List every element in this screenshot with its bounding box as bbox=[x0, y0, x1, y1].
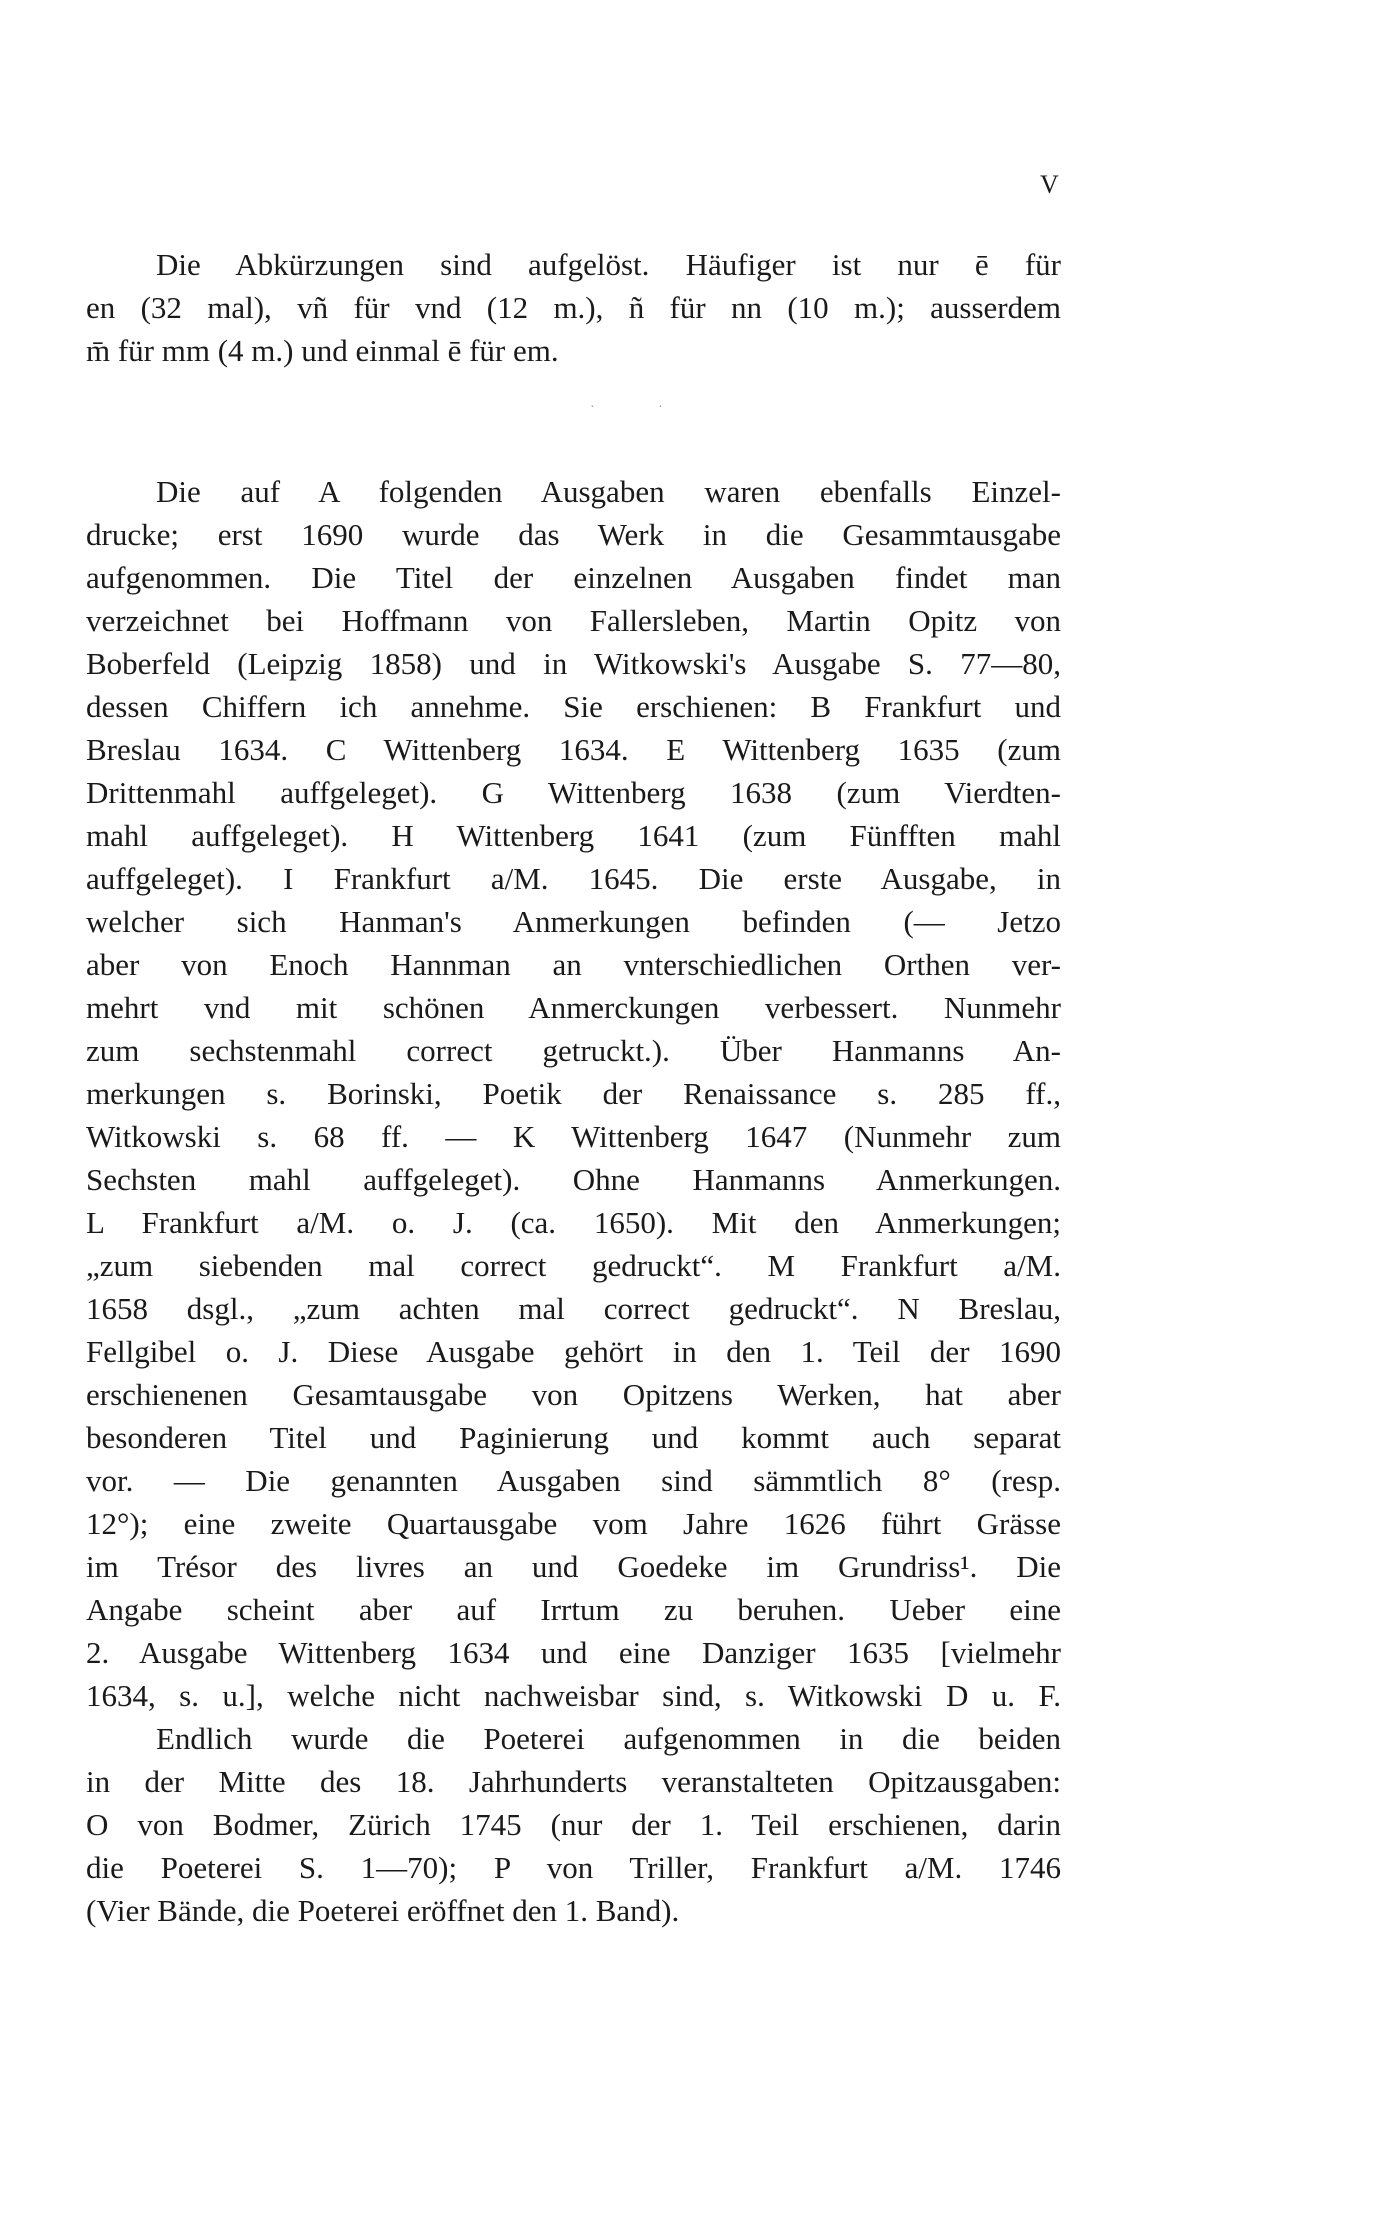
text-line: „zum siebenden mal correct gedruckt“. M Frankfurt a/M. bbox=[86, 1248, 1061, 1283]
text-line: Die Abkürzungen sind aufgelöst. Häufiger ist nur ē für bbox=[156, 247, 1061, 282]
section-divider: · · bbox=[590, 400, 693, 415]
text-line: vor. — Die genannten Ausgaben sind sämmtlich 8° (resp. bbox=[86, 1463, 1061, 1498]
text-line: m̄ für mm (4 m.) und einmal ē für em. bbox=[86, 333, 559, 368]
text-line: zum sechstenmahl correct getruckt.). Über Hanmanns An- bbox=[86, 1033, 1061, 1068]
text-line: auffgeleget). I Frankfurt a/M. 1645. Die erste Ausgabe, in bbox=[86, 861, 1061, 896]
text-line: welcher sich Hanman's Anmerkungen befinden (— Jetzo bbox=[86, 904, 1061, 939]
text-line: Drittenmahl auffgeleget). G Wittenberg 1638 (zum Vierdten- bbox=[86, 775, 1061, 810]
text-line: aufgenommen. Die Titel der einzelnen Ausgaben findet man bbox=[86, 560, 1061, 595]
text-line: mahl auffgeleget). H Wittenberg 1641 (zum Fünfften mahl bbox=[86, 818, 1061, 853]
text-line: en (32 mal), vñ für vnd (12 m.), ñ für nn (10 m.); ausserdem bbox=[86, 290, 1061, 325]
text-line: (Vier Bände, die Poeterei eröffnet den 1. Band). bbox=[86, 1893, 680, 1928]
text-line: in der Mitte des 18. Jahrhunderts veranstalteten Opitzausgaben: bbox=[86, 1764, 1061, 1799]
text-line: aber von Enoch Hannman an vnterschiedlichen Orthen ver- bbox=[86, 947, 1061, 982]
text-line: Angabe scheint aber auf Irrtum zu beruhen. Ueber eine bbox=[86, 1592, 1061, 1627]
text-line: mehrt vnd mit schönen Anmerckungen verbessert. Nunmehr bbox=[86, 990, 1061, 1025]
paragraph-abbreviations bbox=[86, 243, 1061, 372]
text-line: drucke; erst 1690 wurde das Werk in die Gesammtausgabe bbox=[86, 517, 1061, 552]
text-line: Breslau 1634. C Wittenberg 1634. E Wittenberg 1635 (zum bbox=[86, 732, 1061, 767]
text-line: merkungen s. Borinski, Poetik der Renaissance s. 285 ff., bbox=[86, 1076, 1061, 1111]
text-line: Die auf A folgenden Ausgaben waren ebenfalls Einzel- bbox=[156, 474, 1061, 509]
text-line: Sechsten mahl auffgeleget). Ohne Hanmanns Anmerkungen. bbox=[86, 1162, 1061, 1197]
text-line: Witkowski s. 68 ff. — K Wittenberg 1647 (Nunmehr zum bbox=[86, 1119, 1061, 1154]
text-line: 1634, s. u.], welche nicht nachweisbar sind, s. Witkowski D u. F. bbox=[86, 1678, 1061, 1713]
text-line: 12°); eine zweite Quartausgabe vom Jahre 1626 führt Grässe bbox=[86, 1506, 1061, 1541]
text-line: im Trésor des livres an und Goedeke im Grundriss¹. Die bbox=[86, 1549, 1061, 1584]
page-number: V bbox=[1040, 170, 1059, 199]
text-line: erschienenen Gesamtausgabe von Opitzens Werken, hat aber bbox=[86, 1377, 1061, 1412]
text-line: Boberfeld (Leipzig 1858) und in Witkowski's Ausgabe S. 77—80, bbox=[86, 646, 1061, 681]
text-line: die Poeterei S. 1—70); P von Triller, Frankfurt a/M. 1746 bbox=[86, 1850, 1061, 1885]
text-line: 1658 dsgl., „zum achten mal correct gedruckt“. N Breslau, bbox=[86, 1291, 1061, 1326]
text-line: verzeichnet bei Hoffmann von Fallersleben, Martin Opitz von bbox=[86, 603, 1061, 638]
text-line: besonderen Titel und Paginierung und kommt auch separat bbox=[86, 1420, 1061, 1455]
text-line: dessen Chiffern ich annehme. Sie erschienen: B Frankfurt und bbox=[86, 689, 1061, 724]
text-line: O von Bodmer, Zürich 1745 (nur der 1. Teil erschienen, darin bbox=[86, 1807, 1061, 1842]
text-line: Endlich wurde die Poeterei aufgenommen in die beiden bbox=[156, 1721, 1061, 1756]
text-line: L Frankfurt a/M. o. J. (ca. 1650). Mit den Anmerkungen; bbox=[86, 1205, 1061, 1240]
text-line: 2. Ausgabe Wittenberg 1634 und eine Danziger 1635 [vielmehr bbox=[86, 1635, 1061, 1670]
paragraph-editions bbox=[86, 470, 1061, 1932]
text-line: Fellgibel o. J. Diese Ausgabe gehört in den 1. Teil der 1690 bbox=[86, 1334, 1061, 1369]
